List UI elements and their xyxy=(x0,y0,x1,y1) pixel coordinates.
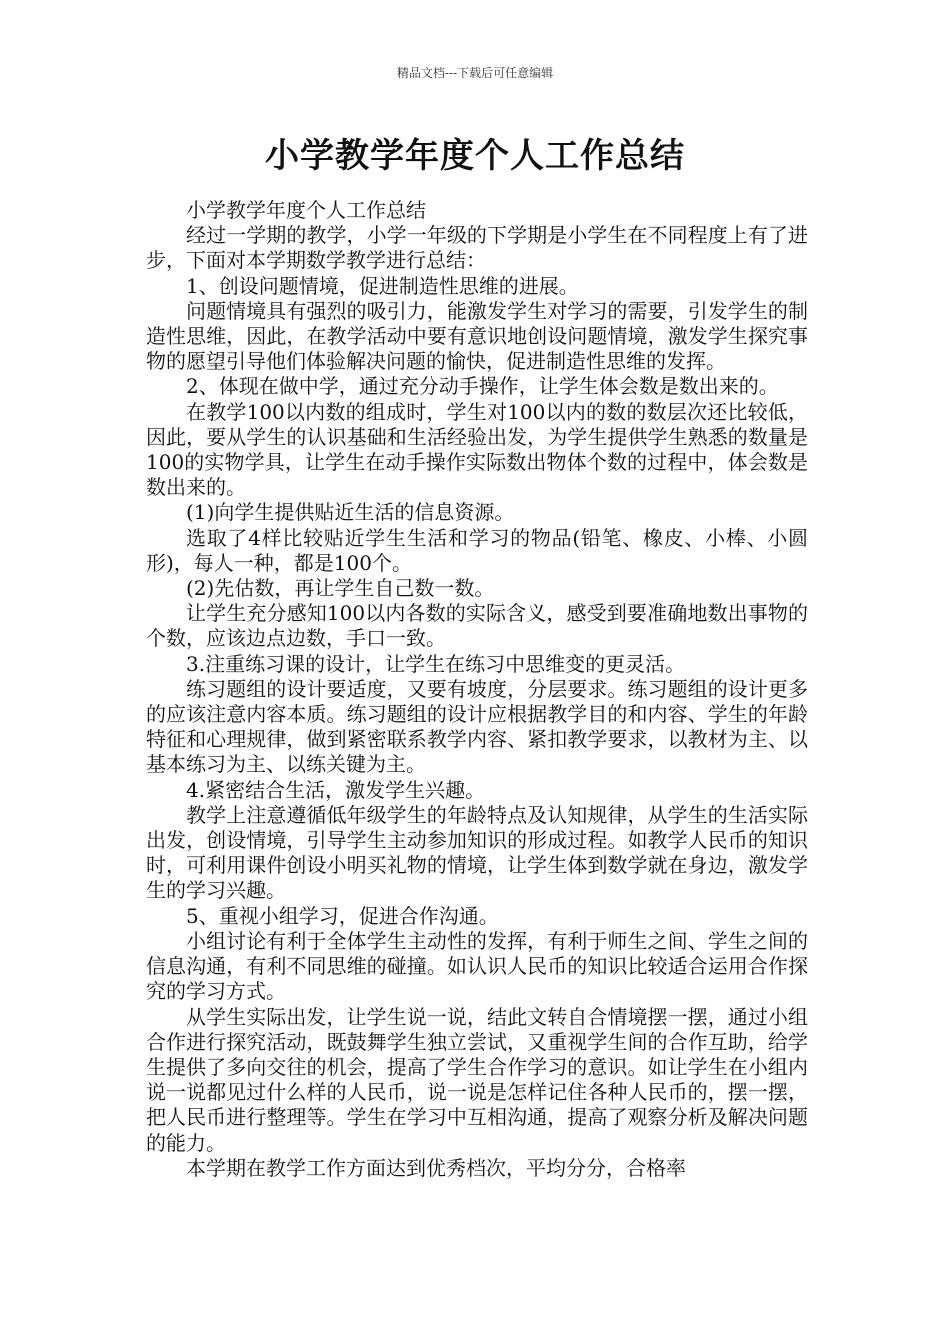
paragraph: (1)向学生提供贴近生活的信息资源。 xyxy=(186,500,515,525)
paragraph: 本学期在教学工作方面达到优秀档次，平均分分，合格率 xyxy=(186,1155,686,1180)
page-header-note: 精品文档---下载后可任意编辑 xyxy=(396,66,554,80)
paragraph: 在教学100以内数的组成时，学生对100以内的数的数层次还比较低，因此，要从学生的认识基础和生活经验出发，为学生提供学生熟悉的数量是100的实物学具，让学生在动手操作实际数出物体个数的过程中，体会数是数出来的。 xyxy=(146,399,808,500)
document-body xyxy=(146,198,808,1181)
paragraph: 教学上注意遵循低年级学生的年龄特点及认知规律，从学生的生活实际出发，创设情境，引导学生主动参加知识的形成过程。如教学人民币的知识时，可利用课件创设小明买礼物的情境，让学生体到数学就在身边，激发学生的学习兴趣。 xyxy=(146,802,808,903)
paragraph: (2)先估数，再让学生自己数一数。 xyxy=(186,576,495,601)
paragraph: 小组讨论有利于全体学生主动性的发挥，有利于师生之间、学生之间的信息沟通，有利不同思维的碰撞。如认识人民币的知识比较适合运用合作探究的学习方式。 xyxy=(146,928,808,1004)
paragraph: 小学教学年度个人工作总结 xyxy=(186,198,426,222)
paragraph: 5、重视小组学习，促进合作沟通。 xyxy=(186,903,499,928)
paragraph: 练习题组的设计要适度，又要有坡度，分层要求。练习题组的设计更多的应该注意内容本质。练习题组的设计应根据教学目的和内容、学生的年龄特征和心理规律，做到紧密联系教学内容、紧扣教学要求，以教材为主、以基本练习为主、以练关键为主。 xyxy=(146,676,808,777)
paragraph: 2、体现在做中学，通过充分动手操作，让学生体会数是数出来的。 xyxy=(186,374,779,399)
paragraph: 从学生实际出发，让学生说一说，结此文转自合情境摆一摆，通过小组合作进行探究活动，既鼓舞学生独立尝试，又重视学生间的合作互助，给学生提供了多向交往的机会，提高了学生合作学习的意识。如让学生在小组内说一说都见过什么样的人民币，说一说是怎样记住各种人民币的，摆一摆，把人民币进行整理等。学生在学习中互相沟通，提高了观察分析及解决问题的能力。 xyxy=(146,1004,808,1155)
document-title: 小学教学年度个人工作总结 xyxy=(265,136,685,176)
paragraph: 经过一学期的教学，小学一年级的下学期是小学生在不同程度上有了进步，下面对本学期数学教学进行总结： xyxy=(146,223,808,273)
paragraph: 问题情境具有强烈的吸引力，能激发学生对学习的需要，引发学生的制造性思维，因此，在教学活动中要有意识地创设问题情境，激发学生探究事物的愿望引导他们体验解决问题的愉快，促进制造性思维的发挥。 xyxy=(146,298,808,374)
paragraph: 选取了4样比较贴近学生生活和学习的物品(铅笔、橡皮、小棒、小圆形)，每人一种，都是100个。 xyxy=(146,525,808,575)
paragraph: 4.紧密结合生活，激发学生兴趣。 xyxy=(186,777,486,802)
paragraph: 让学生充分感知100以内各数的实际含义，感受到要准确地数出事物的个数，应该边点边数，手口一致。 xyxy=(146,601,808,651)
paragraph: 3.注重练习课的设计，让学生在练习中思维变的更灵活。 xyxy=(186,651,686,676)
paragraph: 1、创设问题情境，促进制造性思维的进展。 xyxy=(186,273,579,298)
